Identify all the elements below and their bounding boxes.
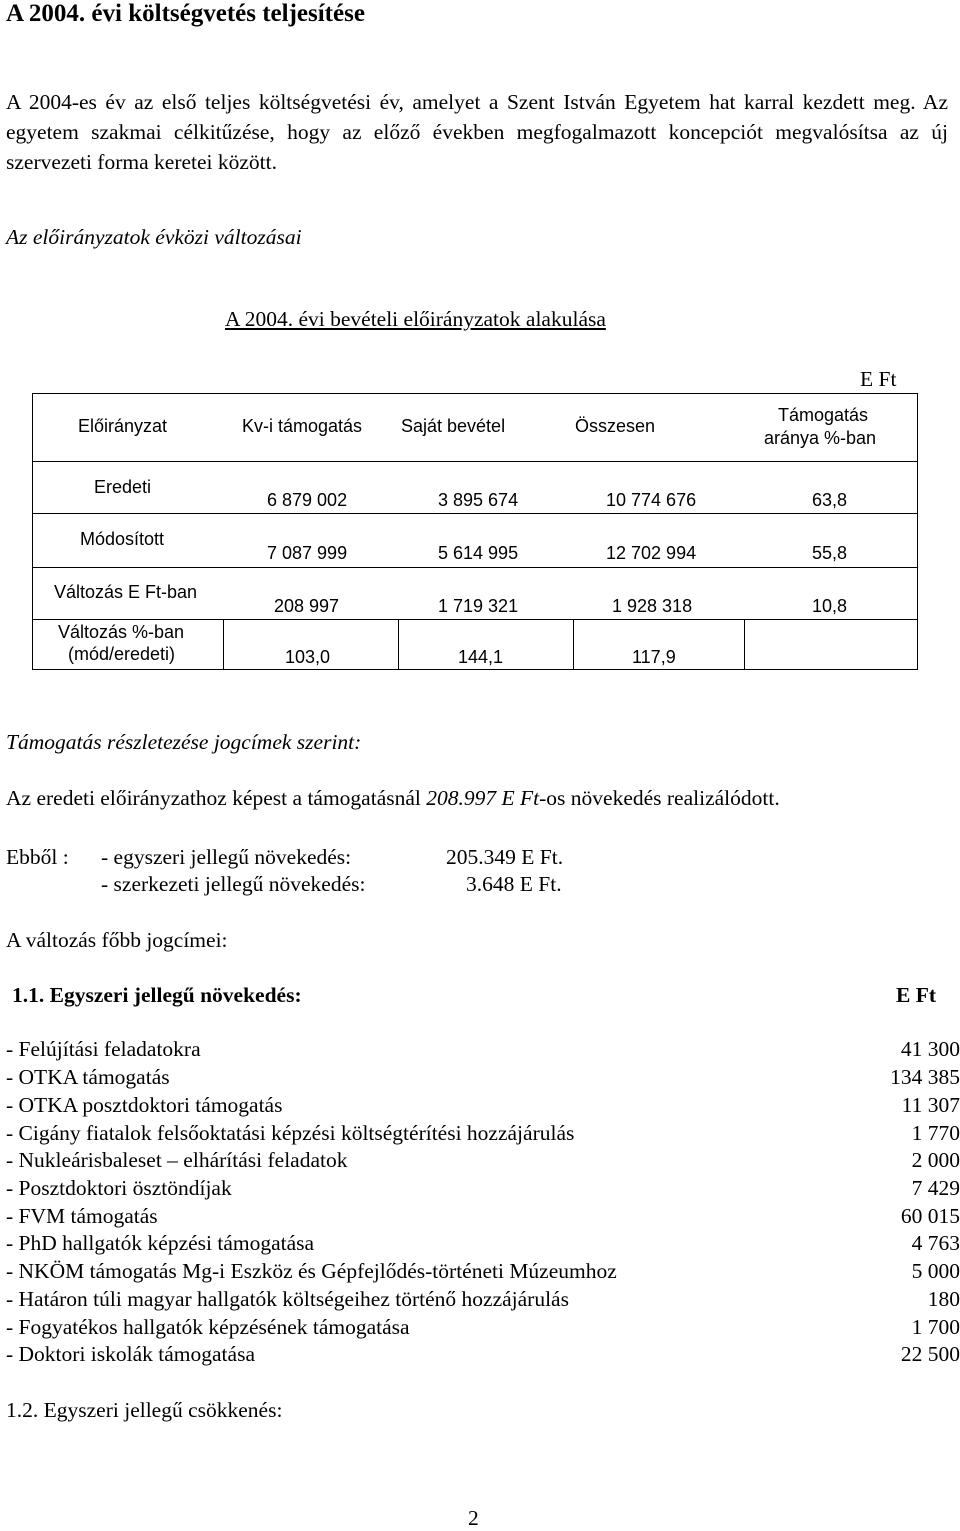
list-item-label: - Nukleárisbaleset – elhárítási feladatok <box>6 1148 348 1172</box>
cell-value: 1 928 318 <box>612 596 693 616</box>
list-item-value: 1 700 <box>911 1315 960 1339</box>
list-item-value: 4 763 <box>911 1231 960 1255</box>
list-item-value: 134 385 <box>890 1065 960 1089</box>
support-heading: Támogatás részletezése jogcímek szerint: <box>6 730 362 754</box>
list-item-label: - Doktori iskolák támogatása <box>6 1342 255 1366</box>
table-row-rule <box>32 513 918 514</box>
list-item-label: - OTKA támogatás <box>6 1065 170 1089</box>
list-item-value: 41 300 <box>900 1037 960 1061</box>
row-label: Módosított <box>80 529 165 549</box>
list-item <box>6 1315 960 1342</box>
table-title: A 2004. évi bevételi előirányzatok alakulása <box>225 307 606 331</box>
subsection-title: 1.1. Egyszeri jellegű növekedés: <box>12 983 302 1007</box>
col-header-own-revenue: Saját bevétel <box>401 416 506 436</box>
cell-value: 10,8 <box>812 596 848 616</box>
intro-paragraph: A 2004-es év az első teljes költségvetési év, amelyet a Szent István Egyetem hat karral kezdett meg. Az egyetem szakmai célkitűzése, hogy az előző években megfogalmazott koncepciót megvalósítsa az új szervezeti forma keretei között. <box>6 90 948 174</box>
list-item <box>6 1176 960 1203</box>
col-header-state-support: Kv-i támogatás <box>242 416 363 436</box>
list-item-value: 2 000 <box>911 1148 960 1172</box>
section-title: Az előirányzatok évközi változásai <box>6 225 302 249</box>
table-row-rule <box>32 567 918 568</box>
subsection-unit: E Ft <box>896 983 937 1007</box>
list-item-label: - Posztdoktori ösztöndíjak <box>6 1176 232 1200</box>
breakdown-item-value: 3.648 E Ft. <box>466 872 562 896</box>
list-item-value: 7 429 <box>911 1176 960 1200</box>
list-item <box>6 1204 960 1231</box>
row-label: Változás E Ft-ban <box>54 582 198 602</box>
row-label: Változás %-ban <box>58 622 185 642</box>
list-item-label: - NKÖM támogatás Mg-i Eszköz és Gépfejlődés-történeti Múzeumhoz <box>6 1259 617 1283</box>
list-item <box>6 1121 960 1148</box>
list-item <box>6 1287 960 1314</box>
cell-value: 12 702 994 <box>606 543 697 563</box>
list-item-value: 11 307 <box>901 1093 960 1117</box>
support-sentence <box>6 786 780 811</box>
main-titles-label: A változás főbb jogcímei: <box>6 928 228 952</box>
table-col-rule <box>398 619 399 670</box>
breakdown-item-label: - egyszeri jellegű növekedés: <box>101 845 352 869</box>
table-col-rule <box>573 619 574 670</box>
table-border-bottom <box>32 669 918 670</box>
list-item-label: - OTKA posztdoktori támogatás <box>6 1093 283 1117</box>
cell-value: 63,8 <box>812 490 848 510</box>
list-item-value: 180 <box>927 1287 960 1311</box>
support-sentence-amount: 208.997 E Ft <box>426 786 540 810</box>
subsection-title: 1.2. Egyszeri jellegű csökkenés: <box>6 1398 283 1422</box>
cell-value: 3 895 674 <box>438 490 519 510</box>
table-border-right <box>917 393 918 670</box>
list-item-value: 60 015 <box>900 1204 960 1228</box>
list-item <box>6 1231 960 1258</box>
table-header-rule <box>32 461 918 462</box>
cell-value: 10 774 676 <box>606 490 697 510</box>
col-header-support-ratio-line2: aránya %-ban <box>764 428 877 448</box>
list-item-value: 5 000 <box>911 1259 960 1283</box>
list-item <box>6 1037 960 1064</box>
support-sentence-start: Az eredeti előirányzathoz képest a támogatásnál <box>6 786 427 810</box>
table-border-top <box>32 393 918 394</box>
cell-value: 144,1 <box>458 647 504 667</box>
cell-value: 5 614 995 <box>438 543 519 563</box>
cell-value: 7 087 999 <box>267 543 348 563</box>
cell-value: 103,0 <box>285 647 331 667</box>
list-item-label: - PhD hallgatók képzési támogatása <box>6 1231 315 1255</box>
row-label-sub: (mód/eredeti) <box>68 644 176 664</box>
page-title: A 2004. évi költségvetés teljesítése <box>6 0 365 27</box>
list-item <box>6 1259 960 1286</box>
page-number: 2 <box>468 1506 479 1530</box>
table-col-rule <box>223 619 224 670</box>
cell-value: 55,8 <box>812 543 848 563</box>
list-item <box>6 1342 960 1369</box>
breakdown-item-value: 205.349 E Ft. <box>446 845 564 869</box>
list-item <box>6 1065 960 1092</box>
table-border-left <box>32 393 33 670</box>
list-item-label: - FVM támogatás <box>6 1204 158 1228</box>
cell-value: 117,9 <box>632 647 676 667</box>
cell-value: 1 719 321 <box>438 596 519 616</box>
row-label: Eredeti <box>94 477 152 497</box>
cell-value: 208 997 <box>274 596 340 616</box>
list-item-label: - Fogyatékos hallgatók képzésének támogatása <box>6 1315 410 1339</box>
list-item-value: 1 770 <box>911 1121 960 1145</box>
table-unit: E Ft <box>860 367 897 391</box>
table-row-rule <box>32 619 918 620</box>
list-item-label: - Cigány fiatalok felsőoktatási képzési költségtérítési hozzájárulás <box>6 1121 575 1145</box>
list-item-label: - Határon túli magyar hallgatók költségeihez történő hozzájárulás <box>6 1287 569 1311</box>
support-sentence-end: -os növekedés realizálódott. <box>539 786 780 810</box>
list-item <box>6 1148 960 1175</box>
col-header-total: Összesen <box>575 416 656 436</box>
appropriation-table <box>32 393 918 670</box>
list-item-label: - Felújítási feladatokra <box>6 1037 201 1061</box>
breakdown-prefix: Ebből : <box>6 845 69 869</box>
col-header-appropriation: Előirányzat <box>78 416 168 436</box>
list-item <box>6 1093 960 1120</box>
breakdown-item-label: - szerkezeti jellegű növekedés: <box>101 872 366 896</box>
table-col-rule <box>744 619 745 670</box>
cell-value: 6 879 002 <box>267 490 348 510</box>
list-item-value: 22 500 <box>900 1342 960 1366</box>
col-header-support-ratio-line1: Támogatás <box>778 405 869 425</box>
